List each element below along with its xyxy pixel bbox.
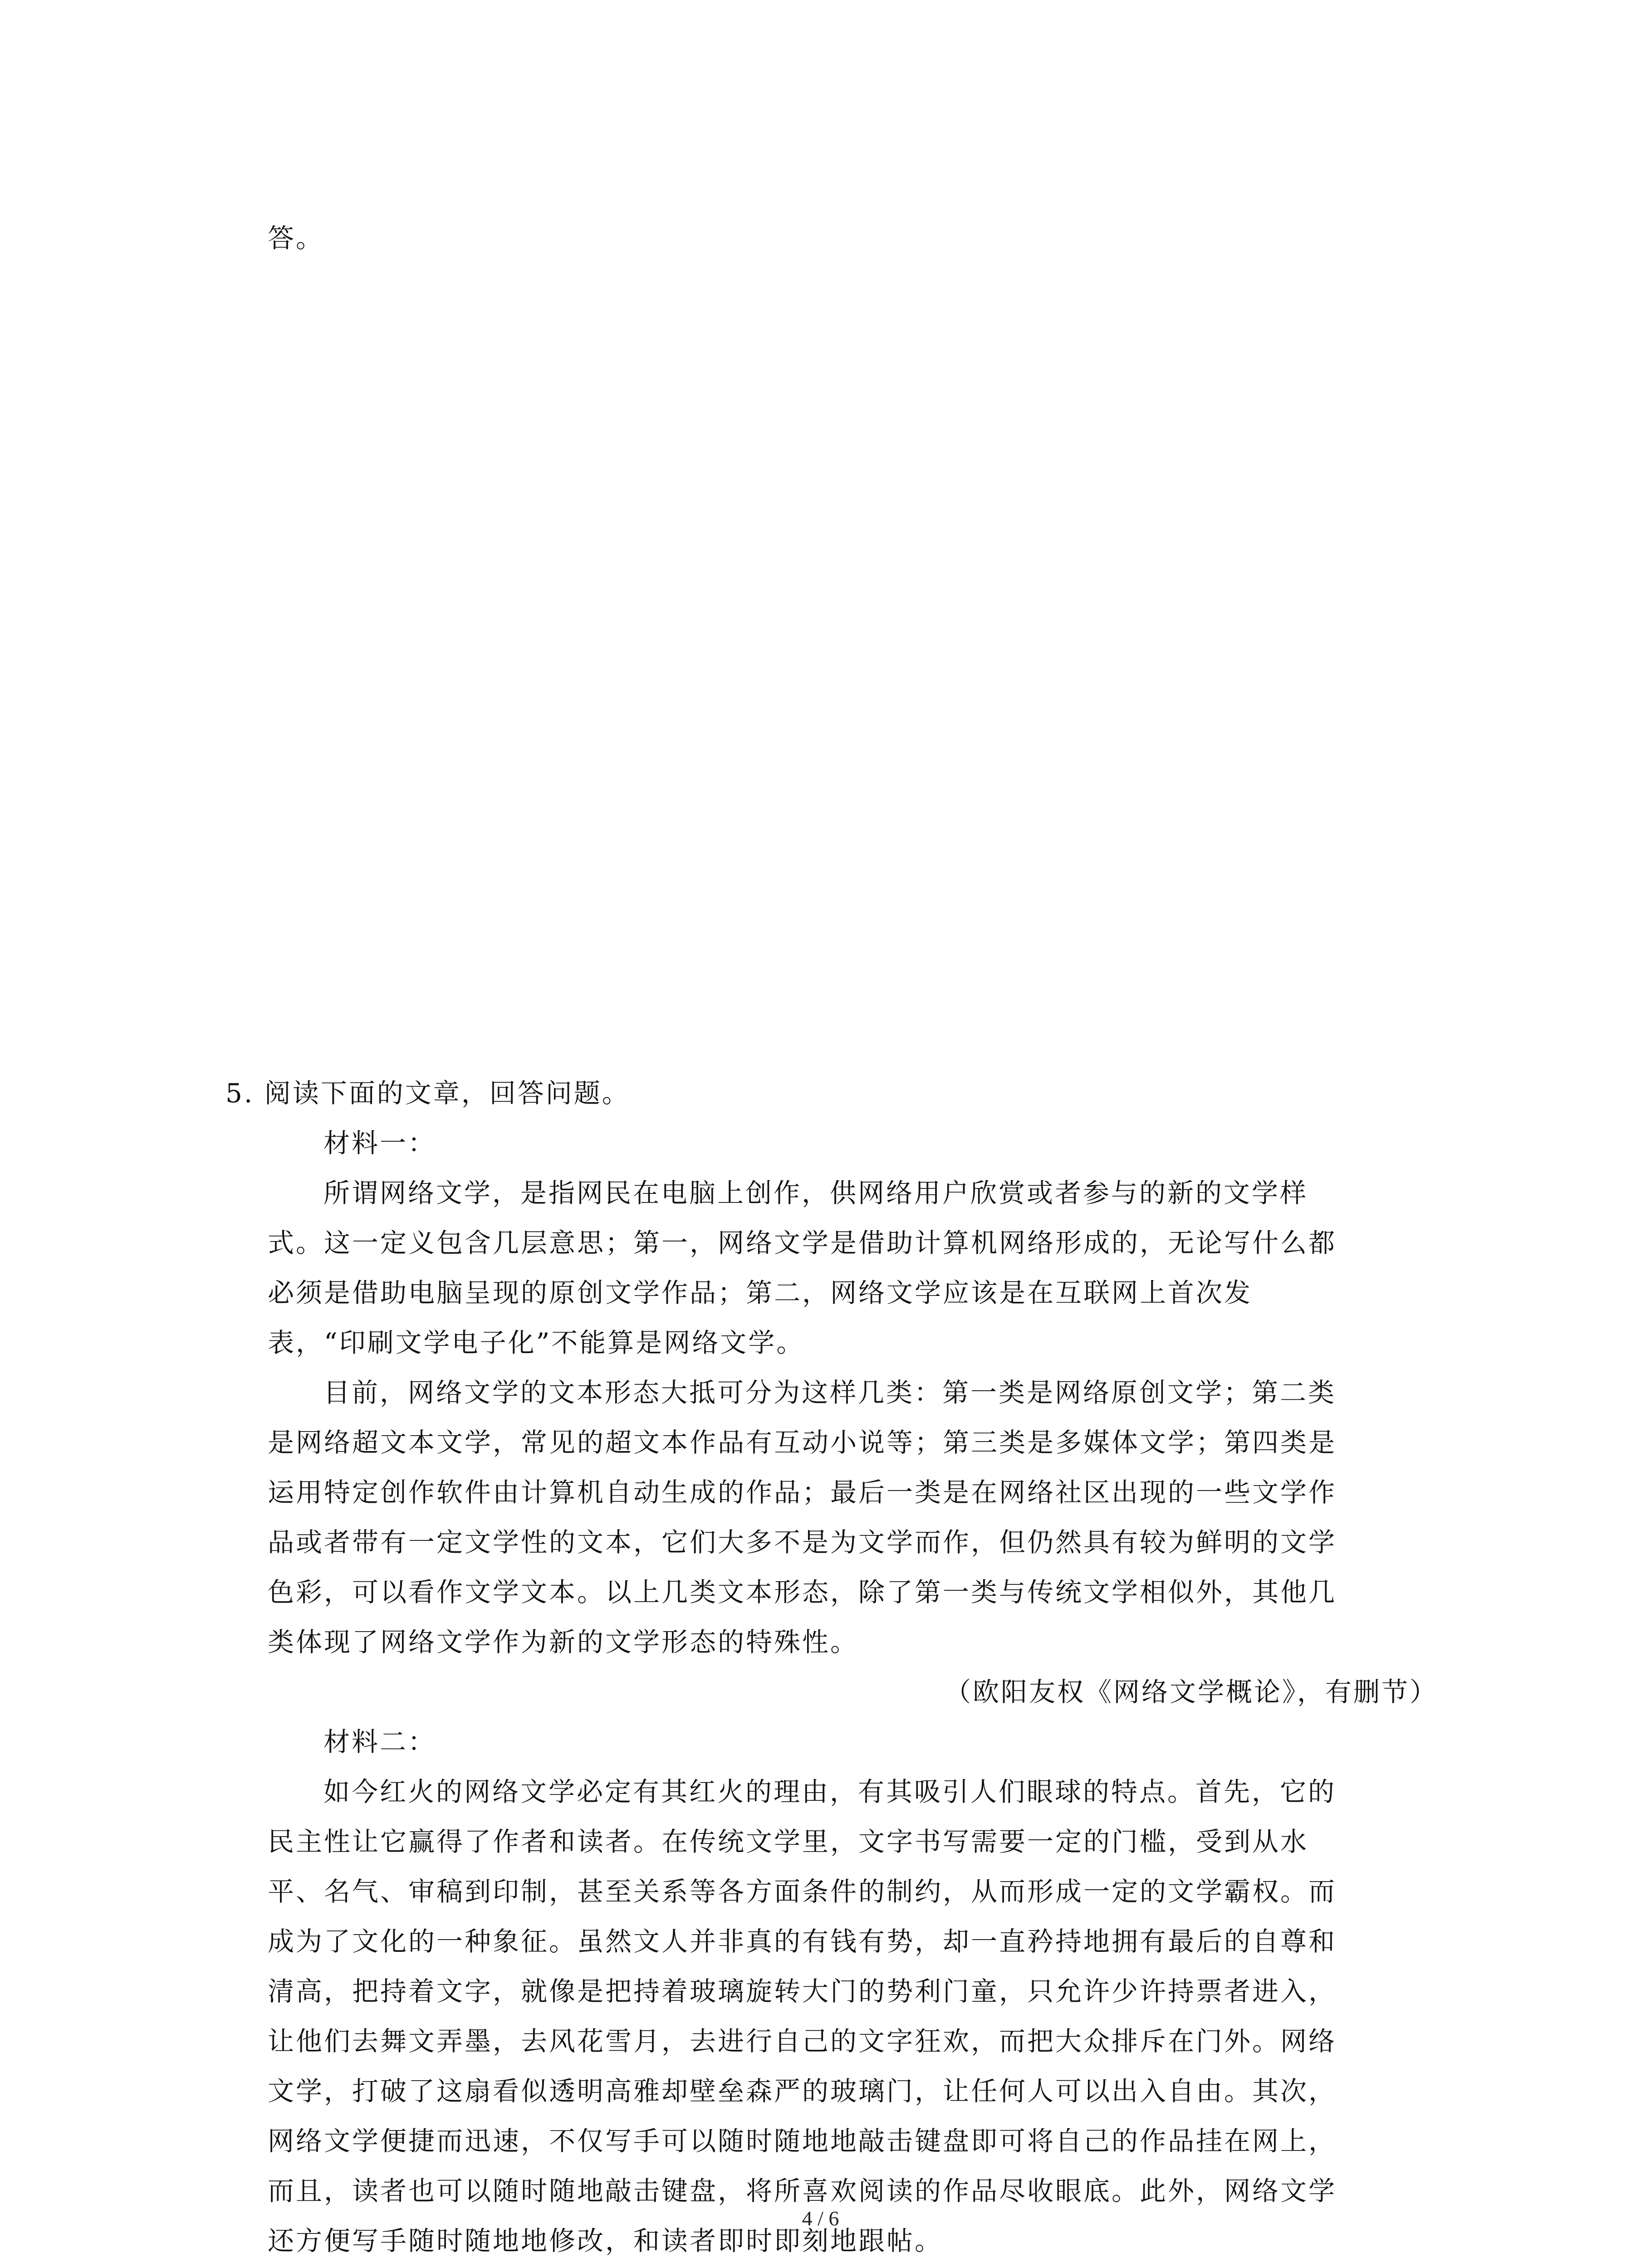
material-two-paragraph-line: 平、名气、审稿到印制，甚至关系等各方面条件的制约，从而形成一定的文学霸权。而 xyxy=(268,1876,1337,1907)
material-one-paragraph-two-line: 色彩，可以看作文学文本。以上几类文本形态，除了第一类与传统文学相似外，其他几 xyxy=(268,1577,1337,1608)
material-one-paragraph-one-line: 式。这一定义包含几层意思；第一，网络文学是借助计算机网络形成的，无论写什么都 xyxy=(268,1227,1337,1258)
material-two-paragraph-line: 文学，打破了这扇看似透明高雅却壁垒森严的玻璃门，让任何人可以出入自由。其次， xyxy=(268,2076,1337,2107)
previous-answer-fragment: 答。 xyxy=(268,223,324,254)
material-two-paragraph-line: 民主性让它赢得了作者和读者。在传统文学里，文字书写需要一定的门槛，受到从水 xyxy=(268,1826,1309,1857)
material-one-paragraph-one-line: 所谓网络文学，是指网民在电脑上创作，供网络用户欣赏或者参与的新的文学样 xyxy=(323,1178,1308,1208)
page-number: 4 / 6 xyxy=(802,2207,839,2230)
material-two-paragraph-line: 还方便写手随时随地地修改，和读者即时即刻地跟帖。 xyxy=(268,2225,943,2256)
material-two-paragraph-line: 如今红火的网络文学必定有其红火的理由，有其吸引人们眼球的特点。首先，它的 xyxy=(323,1776,1337,1807)
material-two-paragraph-line: 成为了文化的一种象征。虽然文人并非真的有钱有势，却一直矜持地拥有最后的自尊和 xyxy=(268,1926,1337,1957)
material-one-paragraph-two-line: 运用特定创作软件由计算机自动生成的作品；最后一类是在网络社区出现的一些文学作 xyxy=(268,1477,1337,1508)
material-one-paragraph-two-line: 是网络超文本文学，常见的超文本作品有互动小说等；第三类是多媒体文学；第四类是 xyxy=(268,1427,1337,1458)
material-one-paragraph-one-line: 表，“印刷文学电子化”不能算是网络文学。 xyxy=(268,1327,805,1358)
material-one-source-citation: （欧阳友权《网络文学概论》，有删节） xyxy=(944,1677,1438,1707)
question-heading: 5. 阅读下面的文章，回答问题。 xyxy=(225,1078,630,1109)
material-one-paragraph-two-line: 目前，网络文学的文本形态大抵可分为这样几类：第一类是网络原创文学；第二类 xyxy=(323,1377,1337,1408)
material-one-paragraph-two-line: 品或者带有一定文学性的文本，它们大多不是为文学而作，但仍然具有较为鲜明的文学 xyxy=(268,1527,1337,1558)
material-two-paragraph-line: 而且，读者也可以随时随地敲击键盘，将所喜欢阅读的作品尽收眼底。此外，网络文学 xyxy=(268,2175,1337,2206)
material-two-label: 材料二： xyxy=(323,1726,436,1757)
material-one-label: 材料一： xyxy=(323,1128,436,1158)
material-one-paragraph-two-line: 类体现了网络文学作为新的文学形态的特殊性。 xyxy=(268,1627,859,1657)
material-two-paragraph-line: 清高，把持着文字，就像是把持着玻璃旋转大门的势利门童，只允许少许持票者进入， xyxy=(268,1976,1337,2007)
material-two-paragraph-line: 网络文学便捷而迅速，不仅写手可以随时随地地敲击键盘即可将自己的作品挂在网上， xyxy=(268,2126,1337,2156)
material-one-paragraph-one-line: 必须是借助电脑呈现的原创文学作品；第二，网络文学应该是在互联网上首次发 xyxy=(268,1277,1253,1308)
material-two-paragraph-line: 让他们去舞文弄墨，去风花雪月，去进行自己的文字狂欢，而把大众排斥在门外。网络 xyxy=(268,2026,1337,2057)
